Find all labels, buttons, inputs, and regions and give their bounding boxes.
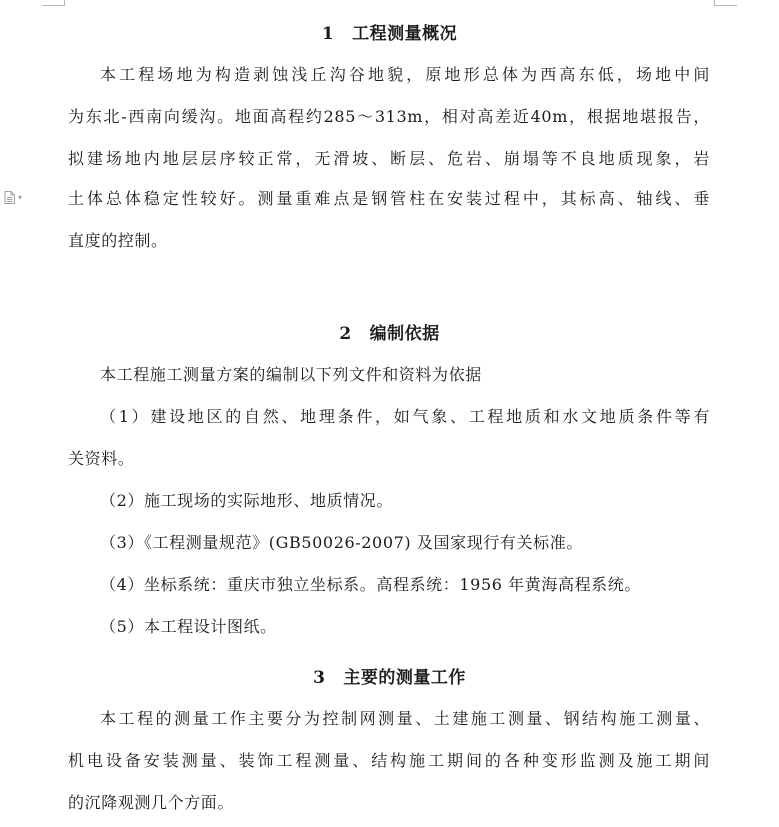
paragraph-line: 直度的控制。 bbox=[68, 231, 168, 250]
paragraph-line: 本工程施工测量方案的编制以下列文件和资料为依据 bbox=[100, 365, 482, 384]
list-item: （1）建设地区的自然、地理条件，如气象、工程地质和水文地质条件等有 bbox=[100, 407, 710, 426]
list-item: 关资料。 bbox=[68, 449, 135, 468]
paragraph-line: 拟建场地内地层层序较正常，无滑坡、断层、危岩、崩塌等不良地质现象，岩 bbox=[68, 149, 710, 168]
page-corner-mark-right bbox=[714, 0, 737, 6]
section-number: 3 bbox=[313, 668, 326, 688]
section-number: 1 bbox=[321, 24, 335, 44]
section-title: 编制依据 bbox=[369, 324, 440, 344]
list-item: （5）本工程设计图纸。 bbox=[100, 617, 277, 636]
paragraph-line: 为东北-西南向缓沟。地面高程约285～313m，相对高差近40m，根据地堪报告， bbox=[68, 107, 710, 126]
section-heading-2 bbox=[0, 322, 779, 346]
paragraph-line: 本工程场地为构造剥蚀浅丘沟谷地貌，原地形总体为西高东低，场地中间 bbox=[100, 65, 710, 84]
section-title: 工程测量概况 bbox=[352, 24, 458, 44]
page-corner-mark-left bbox=[42, 0, 65, 6]
list-item: （2）施工现场的实际地形、地质情况。 bbox=[100, 491, 393, 510]
paragraph-line: 本工程的测量工作主要分为控制网测量、土建施工测量、钢结构施工测量、 bbox=[100, 709, 710, 728]
section-title: 主要的测量工作 bbox=[343, 668, 466, 688]
paragraph-options-button[interactable] bbox=[4, 191, 22, 204]
section-heading-3 bbox=[0, 666, 779, 690]
list-item: （3）《工程测量规范》(GB50026-2007) 及国家现行有关标准。 bbox=[100, 533, 583, 552]
chevron-down-icon: ▾ bbox=[18, 192, 23, 202]
paragraph-line: 的沉降观测几个方面。 bbox=[68, 793, 235, 812]
section-number: 2 bbox=[339, 324, 352, 344]
paragraph-line: 土体总体稳定性较好。测量重难点是钢管柱在安装过程中，其标高、轴线、垂 bbox=[68, 189, 710, 208]
paragraph-line: 机电设备安装测量、装饰工程测量、结构施工期间的各种变形监测及施工期间 bbox=[68, 751, 710, 770]
section-heading-1 bbox=[0, 22, 779, 46]
document-icon bbox=[4, 191, 15, 204]
list-item: （4）坐标系统：重庆市独立坐标系。高程系统：1956 年黄海高程系统。 bbox=[100, 575, 641, 594]
